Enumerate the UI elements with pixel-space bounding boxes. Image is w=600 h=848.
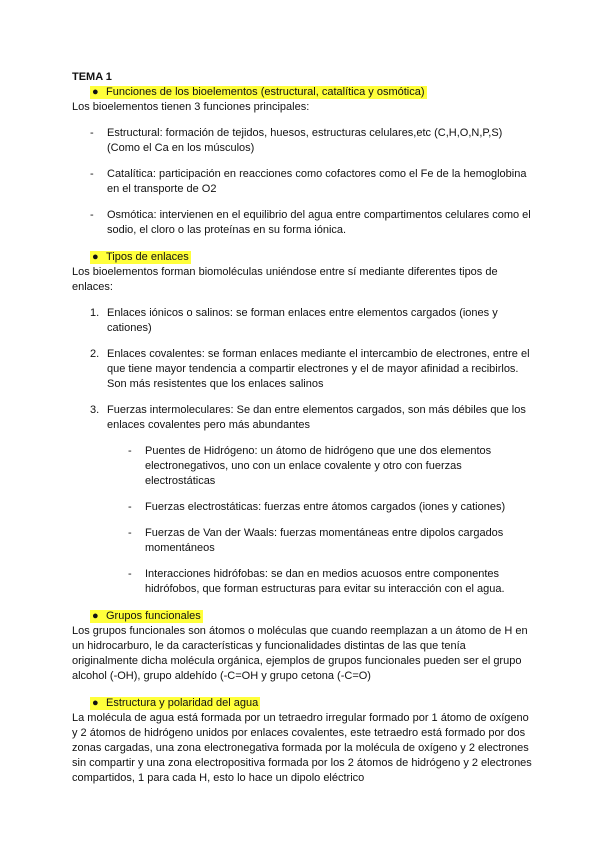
section-heading-grupos [90, 609, 532, 624]
section-body: Los grupos funcionales son átomos o moléculas que cuando reemplazan a un átomo de H en un hidrocarburo, le da características y funcionalidades distintas de las que tenía originalmente dicha molécula orgánica, ejemplos de grupos funcionales pueden ser el grupo alcohol (-OH), grupo aldehído (-C=OH y grupo cetona (-C=O) [72, 625, 528, 682]
dash-marker: - [128, 501, 132, 513]
section-body: La molécula de agua está formada por un tetraedro irregular formado por 1 átomo de oxígeno y 2 átomos de hidrógeno unidos por enlaces covalentes, este tetraedro está formado por dos zonas cargadas, una zona electronegativa formada por la molécula de oxígeno y 2 electrones sin compartir y una zona electropositiva formada por los 2 átomos de hidrógeno y 2 electrones compartidos, 1 para cada H, esto lo hace un dipolo eléctrico [72, 712, 532, 784]
list-item [72, 126, 532, 156]
bullet-marker: ● [92, 697, 99, 709]
heading-text: Grupos funcionales [106, 610, 201, 622]
sub-list-item-text: Interacciones hidrófobas: se dan en medios acuosos entre componentes hidrófobos, que forman estructuras para evitar su interacción con el agua. [145, 568, 505, 595]
bullet-marker: ● [92, 86, 99, 98]
sub-list-item-text: Puentes de Hidrógeno: un átomo de hidrógeno que une dos elementos electronegativos, uno con un enlace covalente y otro con fuerzas electrostáticas [145, 445, 492, 487]
list-item [72, 306, 532, 336]
list-item-text: Catalítica: participación en reacciones como cofactores como el Fe de la hemoglobina en el transporte de O2 [107, 168, 527, 195]
list-item-text: Enlaces iónicos o salinos: se forman enlaces entre elementos cargados (iones y cationes) [107, 307, 498, 334]
funciones-list [72, 126, 532, 238]
sub-list-item [72, 444, 532, 489]
bullet-marker: ● [92, 251, 99, 263]
sub-list-item [72, 500, 532, 515]
section-heading-agua [90, 696, 532, 711]
dash-marker: - [128, 445, 132, 457]
number-marker: 3. [90, 404, 100, 416]
list-item-text: Estructural: formación de tejidos, huesos, estructuras celulares,etc (C,H,O,N,P,S) (Como el Ca en los músculos) [107, 127, 503, 154]
list-item-text: Enlaces covalentes: se forman enlaces mediante el intercambio de electrones, entre el que tiene mayor tendencia a compartir electrones y el de mayor afinidad a recibirlos. Son más resistentes que los enlaces salinos [107, 348, 530, 390]
number-marker: 2. [90, 348, 100, 360]
sub-list-item-text: Fuerzas electrostáticas: fuerzas entre átomos cargados (iones y cationes) [145, 501, 506, 513]
dash-marker: - [128, 527, 132, 539]
dash-marker: - [90, 127, 94, 139]
list-item-text: Osmótica: intervienen en el equilibrio del agua entre compartimentos celulares como el sodio, el cloro o las proteínas en su forma iónica. [107, 209, 531, 236]
enlaces-list [72, 306, 532, 597]
number-marker: 1. [90, 307, 100, 319]
list-item [72, 347, 532, 392]
bullet-marker: ● [92, 610, 99, 622]
document-page [72, 70, 532, 786]
list-item [72, 167, 532, 197]
section-heading-funciones [90, 85, 532, 100]
heading-text: Funciones de los bioelementos (estructural, catalítica y osmótica) [106, 86, 425, 98]
heading-text: Tipos de enlaces [106, 251, 189, 263]
section-heading-enlaces [90, 250, 532, 265]
sub-list-item [72, 526, 532, 556]
section-intro: Los bioelementos forman biomoléculas uniéndose entre sí mediante diferentes tipos de enlaces: [72, 266, 498, 293]
document-title: TEMA 1 [72, 71, 112, 83]
sub-list-item [72, 567, 532, 597]
section-intro: Los bioelementos tienen 3 funciones principales: [72, 101, 310, 113]
list-item [72, 208, 532, 238]
heading-text: Estructura y polaridad del agua [106, 697, 259, 709]
dash-marker: - [128, 568, 132, 580]
sub-list-item-text: Fuerzas de Van der Waals: fuerzas momentáneas entre dipolos cargados momentáneos [145, 527, 504, 554]
dash-marker: - [90, 209, 94, 221]
list-item-text: Fuerzas intermoleculares: Se dan entre elementos cargados, son más débiles que los enlaces covalentes pero más abundantes [107, 404, 526, 431]
list-item [72, 403, 532, 433]
dash-marker: - [90, 168, 94, 180]
